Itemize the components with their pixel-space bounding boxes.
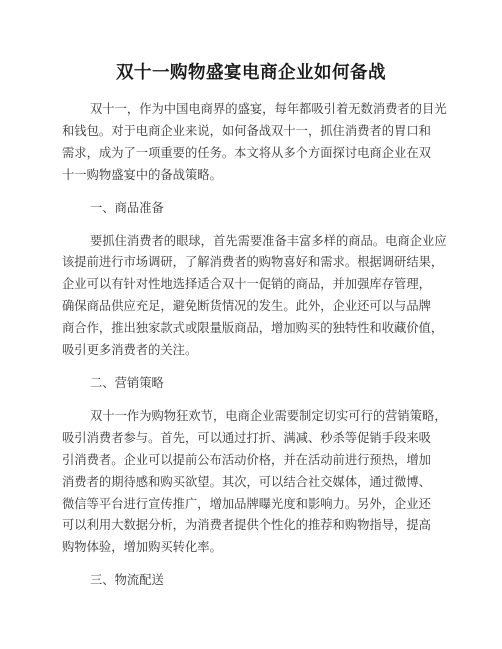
paragraph-line: 企业可以有针对性地选择适合双十一促销的商品，并加强库存管理， [62,277,431,292]
paragraph-line: 引消费者。企业可以提前公布活动价格，并在活动前进行预热，增加 [62,452,431,467]
intro-line: 双十一，作为中国电商界的盛宴，每年都吸引着无数消费者的目光 [90,102,447,116]
paragraph-line: 商合作，推出独家款式或限量版商品，增加购买的独特性和收藏价值， [62,321,444,336]
paragraph-line: 购物体验，增加购买转化率。 [62,540,222,555]
paragraph-line: 吸引更多消费者的关注。 [62,343,198,358]
paragraph-line: 可以利用大数据分析，为消费者提供个性化的推荐和购物指导，提高 [62,518,431,533]
paragraph-line: 消费者的期待感和购买欲望。其次，可以结合社交媒体，通过微博、 [62,474,431,489]
section-heading-product: 一、商品准备 [90,200,164,215]
section-heading-logistics: 三、物流配送 [90,573,164,588]
paragraph-line: 吸引消费者参与。首先，可以通过打折、满减、秒杀等促销手段来吸 [62,430,431,445]
intro-line: 需求，成为了一项重要的任务。本文将从多个方面探讨电商企业在双 [62,145,431,160]
paragraph-line: 要抓住消费者的眼球，首先需要准备丰富多样的商品。电商企业应 [90,233,447,248]
paragraph-line: 双十一作为购物狂欢节，电商企业需要制定切实可行的营销策略， [90,408,447,423]
paragraph-line: 该提前进行市场调研，了解消费者的购物喜好和需求。根据调研结果， [62,255,444,270]
section-paragraph-product [62,231,447,362]
document-title: 双十一购物盛宴电商企业如何备战 [116,63,386,83]
intro-paragraph [62,99,447,187]
paragraph-line: 确保商品供应充足，避免断货情况的发生。此外，企业还可以与品牌 [62,299,431,314]
section-heading-marketing: 二、营销策略 [90,375,164,390]
paragraph-line: 微信等平台进行宣传推广，增加品牌曝光度和影响力。另外，企业还 [62,496,431,511]
section-paragraph-marketing [62,406,447,559]
intro-line: 和钱包。对于电商企业来说，如何备战双十一，抓住消费者的胃口和 [62,123,431,138]
intro-line: 十一购物盛宴中的备战策略。 [62,167,222,182]
